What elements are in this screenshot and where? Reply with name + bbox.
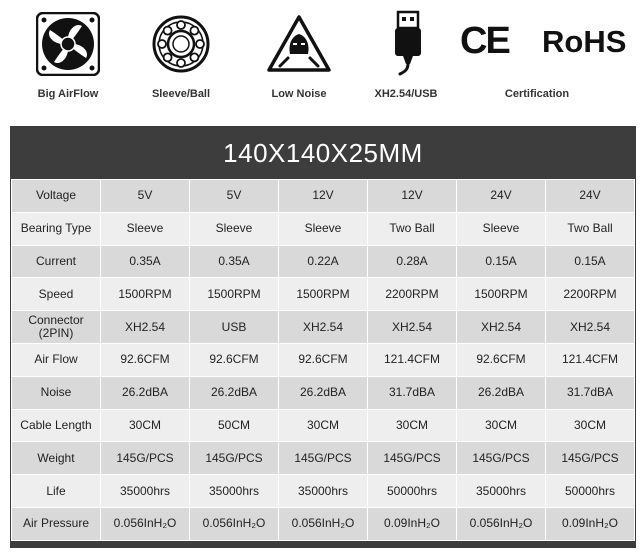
spec-cell: 145G/PCS	[279, 442, 367, 474]
feature-label: Certification	[504, 88, 570, 100]
spec-cell: 5V	[101, 180, 189, 212]
spec-table-body	[12, 180, 634, 540]
spec-cell: 145G/PCS	[457, 442, 545, 474]
spec-cell: 0.35A	[101, 246, 189, 278]
spec-cell: 30CM	[279, 410, 367, 442]
spec-cell: 0.056InH₂O	[279, 508, 367, 540]
spec-cell: 121.4CFM	[546, 344, 634, 376]
spec-cell: 26.2dBA	[457, 377, 545, 409]
spec-cell: 31.7dBA	[546, 377, 634, 409]
spec-cell: 145G/PCS	[190, 442, 278, 474]
spec-cell: 121.4CFM	[368, 344, 456, 376]
spec-row-label: Weight	[12, 442, 100, 474]
spec-cell: 0.28A	[368, 246, 456, 278]
spec-cell: 1500RPM	[279, 278, 367, 310]
spec-cell: 30CM	[101, 410, 189, 442]
spec-cell: Two Ball	[546, 213, 634, 245]
spec-cell: XH2.54	[457, 311, 545, 343]
spec-cell: 1500RPM	[101, 278, 189, 310]
rohs-mark: RoHS	[542, 24, 627, 59]
feature-label: XH2.54/USB	[374, 88, 438, 100]
spec-cell: 35000hrs	[101, 475, 189, 507]
spec-cell: 0.09InH₂O	[546, 508, 634, 540]
spec-cell: Sleeve	[279, 213, 367, 245]
feature-label: Sleeve/Ball	[151, 88, 211, 100]
spec-cell: 145G/PCS	[101, 442, 189, 474]
spec-cell: 92.6CFM	[279, 344, 367, 376]
spec-cell: 30CM	[368, 410, 456, 442]
spec-cell: 30CM	[457, 410, 545, 442]
spec-row	[12, 246, 634, 278]
spec-cell: XH2.54	[368, 311, 456, 343]
spec-cell: 0.22A	[279, 246, 367, 278]
warning-triangle-icon	[266, 14, 332, 74]
spec-row	[12, 180, 634, 212]
spec-cell: 1500RPM	[190, 278, 278, 310]
spec-cell: 92.6CFM	[101, 344, 189, 376]
spec-cell: 24V	[546, 180, 634, 212]
spec-cell: 24V	[457, 180, 545, 212]
spec-cell: XH2.54	[101, 311, 189, 343]
feature-label: Low Noise	[271, 88, 327, 100]
spec-cell: 0.056InH₂O	[101, 508, 189, 540]
spec-row-label: Connector (2PIN)	[12, 311, 100, 343]
spec-row-label: Cable Length	[12, 410, 100, 442]
spec-cell: 92.6CFM	[457, 344, 545, 376]
spec-cell: 0.15A	[546, 246, 634, 278]
spec-cell: 0.09InH₂O	[368, 508, 456, 540]
spec-cell: USB	[190, 311, 278, 343]
spec-table-panel	[10, 126, 636, 548]
spec-cell: 145G/PCS	[546, 442, 634, 474]
fan-icon	[36, 12, 100, 76]
spec-cell: Sleeve	[190, 213, 278, 245]
spec-row	[12, 311, 634, 343]
spec-cell: 5V	[190, 180, 278, 212]
feature-label: Big AirFlow	[37, 88, 99, 100]
spec-cell: 50000hrs	[546, 475, 634, 507]
spec-row	[12, 442, 634, 474]
spec-row-label: Current	[12, 246, 100, 278]
spec-cell: 145G/PCS	[368, 442, 456, 474]
spec-row-label: Bearing Type	[12, 213, 100, 245]
spec-cell: 1500RPM	[457, 278, 545, 310]
spec-cell: 50CM	[190, 410, 278, 442]
spec-cell: 0.056InH₂O	[457, 508, 545, 540]
spec-row	[12, 377, 634, 409]
spec-row	[12, 508, 634, 540]
spec-cell: 2200RPM	[546, 278, 634, 310]
spec-row-label: Air Flow	[12, 344, 100, 376]
spec-cell: 0.35A	[190, 246, 278, 278]
spec-row-label: Air Pressure	[12, 508, 100, 540]
spec-cell: 30CM	[546, 410, 634, 442]
usb-plug-icon	[390, 10, 426, 76]
spec-row	[12, 278, 634, 310]
bearing-icon	[151, 14, 211, 74]
spec-cell: 0.056InH₂O	[190, 508, 278, 540]
spec-cell: 12V	[368, 180, 456, 212]
spec-cell: XH2.54	[279, 311, 367, 343]
spec-cell: 0.15A	[457, 246, 545, 278]
spec-table	[11, 179, 635, 541]
spec-cell: 31.7dBA	[368, 377, 456, 409]
spec-row-label: Voltage	[12, 180, 100, 212]
spec-cell: Sleeve	[457, 213, 545, 245]
spec-cell: Sleeve	[101, 213, 189, 245]
spec-cell: 92.6CFM	[190, 344, 278, 376]
spec-row	[12, 213, 634, 245]
certification-icon	[460, 20, 627, 68]
spec-row	[12, 410, 634, 442]
spec-cell: 26.2dBA	[101, 377, 189, 409]
spec-row-label: Speed	[12, 278, 100, 310]
ce-mark: CE	[460, 20, 509, 62]
spec-cell: 26.2dBA	[190, 377, 278, 409]
spec-row	[12, 344, 634, 376]
spec-row	[12, 475, 634, 507]
spec-cell: 12V	[279, 180, 367, 212]
spec-cell: Two Ball	[368, 213, 456, 245]
spec-cell: XH2.54	[546, 311, 634, 343]
spec-cell: 2200RPM	[368, 278, 456, 310]
spec-cell: 50000hrs	[368, 475, 456, 507]
spec-cell: 35000hrs	[279, 475, 367, 507]
spec-cell: 35000hrs	[190, 475, 278, 507]
spec-cell: 35000hrs	[457, 475, 545, 507]
feature-icons-row	[0, 0, 640, 118]
spec-row-label: Life	[12, 475, 100, 507]
spec-cell: 26.2dBA	[279, 377, 367, 409]
spec-title: 140X140X25MM	[11, 127, 635, 179]
spec-row-label: Noise	[12, 377, 100, 409]
